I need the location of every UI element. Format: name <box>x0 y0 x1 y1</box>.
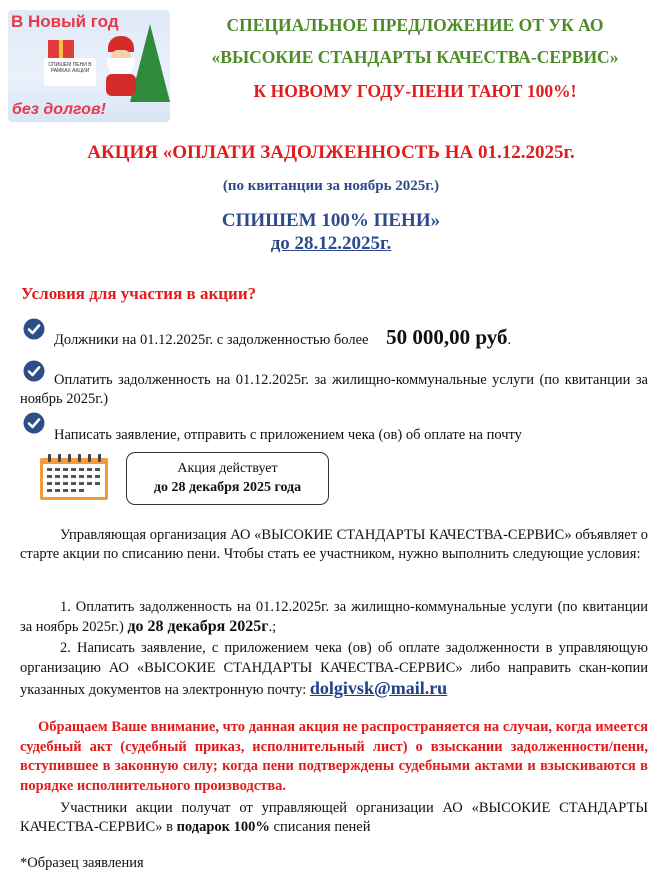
banner-card: СПИШЕМ ПЕНИ В РАМКАХ АКЦИИ <box>44 58 96 86</box>
step-1-paragraph: 1. Оплатить задолженность на 01.12.2025г. за жилищно-коммунальные услуги (по квитанции за ноябрь 2025г.) до 28 декабря 2025г.; <box>20 599 648 635</box>
header-line-2: «ВЫСОКИЕ СТАНДАРТЫ КАЧЕСТВА-СЕРВИС» <box>211 47 619 67</box>
gift-icon <box>48 40 74 58</box>
promo-deadline: до 28.12.2025г. <box>270 233 392 254</box>
footnote: *Образец заявления <box>20 855 144 871</box>
promo-writeoff: СПИШЕМ 100% ПЕНИ» <box>221 210 441 231</box>
header-line-1: СПЕЦИАЛЬНОЕ ПРЕДЛОЖЕНИЕ ОТ УК АО <box>226 15 604 35</box>
banner-slogan: без долгов! <box>12 101 106 118</box>
checkmark-badge-icon <box>23 318 45 340</box>
gift-paragraph: Участники акции получат от управляющей организации АО «ВЫСОКИЕ СТАНДАРТЫ КАЧЕСТВА-СЕРВИС» в подарок 100% списания пеней <box>20 800 648 835</box>
step-1-deadline: до 28 декабря 2025г <box>127 618 269 635</box>
santa-icon <box>104 36 138 96</box>
condition-1: Должники на 01.12.2025г. с задолженностью более 50 000,00 руб. <box>54 325 512 349</box>
action-box-line-1: Акция действует <box>177 461 278 476</box>
action-box-line-2: до 28 декабря 2025 года <box>153 480 302 495</box>
condition-1-text: Должники на 01.12.2025г. с задолженностью более <box>54 332 369 348</box>
action-period-box <box>126 452 329 505</box>
calendar-icon <box>38 452 112 502</box>
condition-2: Оплатить задолженность на 01.12.2025г. за жилищно-коммунальные услуги (по квитанции за ноябрь 2025г.) <box>20 372 648 407</box>
condition-3: Написать заявление, отправить с приложением чека (ов) об оплате на почту <box>54 427 522 443</box>
promo-title-prefix: АКЦИЯ <box>87 142 159 163</box>
promo-title-rest: «ОПЛАТИ ЗАДОЛЖЕННОСТЬ НА 01.12.2025г. <box>162 142 575 163</box>
banner-title: В Новый год <box>11 12 119 31</box>
promo-title <box>0 142 662 164</box>
conditions-heading: Условия для участия в акции? <box>21 284 257 303</box>
checkmark-badge-icon <box>23 412 45 434</box>
gift-highlight: подарок 100% <box>176 819 270 835</box>
step-2-paragraph: 2. Написать заявление, с приложением чека (ов) об оплате задолженности в управляющую организацию АО «ВЫСОКИЕ СТАНДАРТЫ КАЧЕСТВА-СЕРВИС» либо направить скан-копии указанных документов на электронную почту: dolgivsk@mail.ru <box>20 640 648 698</box>
email-link[interactable]: dolgivsk@mail.ru <box>309 678 448 698</box>
new-year-banner <box>8 10 170 122</box>
condition-1-amount: 50 000,00 руб <box>386 325 508 349</box>
intro-paragraph: Управляющая организация АО «ВЫСОКИЕ СТАНДАРТЫ КАЧЕСТВА-СЕРВИС» объявляет о старте акции по списанию пени. Чтобы стать ее участником, нужно выполнить следующие условия: <box>20 527 648 562</box>
promo-subtitle: (по квитанции за ноябрь 2025г.) <box>222 178 440 194</box>
warning-paragraph: Обращаем Ваше внимание, что данная акция не распространяется на случаи, когда имеется судебный акт (судебный приказ, исполнительный лист) о взыскании задолженности/пени, вступившее в законную силу; когда пени подтверждены судебными актами и взыскиваются в порядке исполнительного производства. <box>20 719 648 794</box>
header-slogan: К НОВОМУ ГОДУ-ПЕНИ ТАЮТ 100%! <box>253 81 577 101</box>
